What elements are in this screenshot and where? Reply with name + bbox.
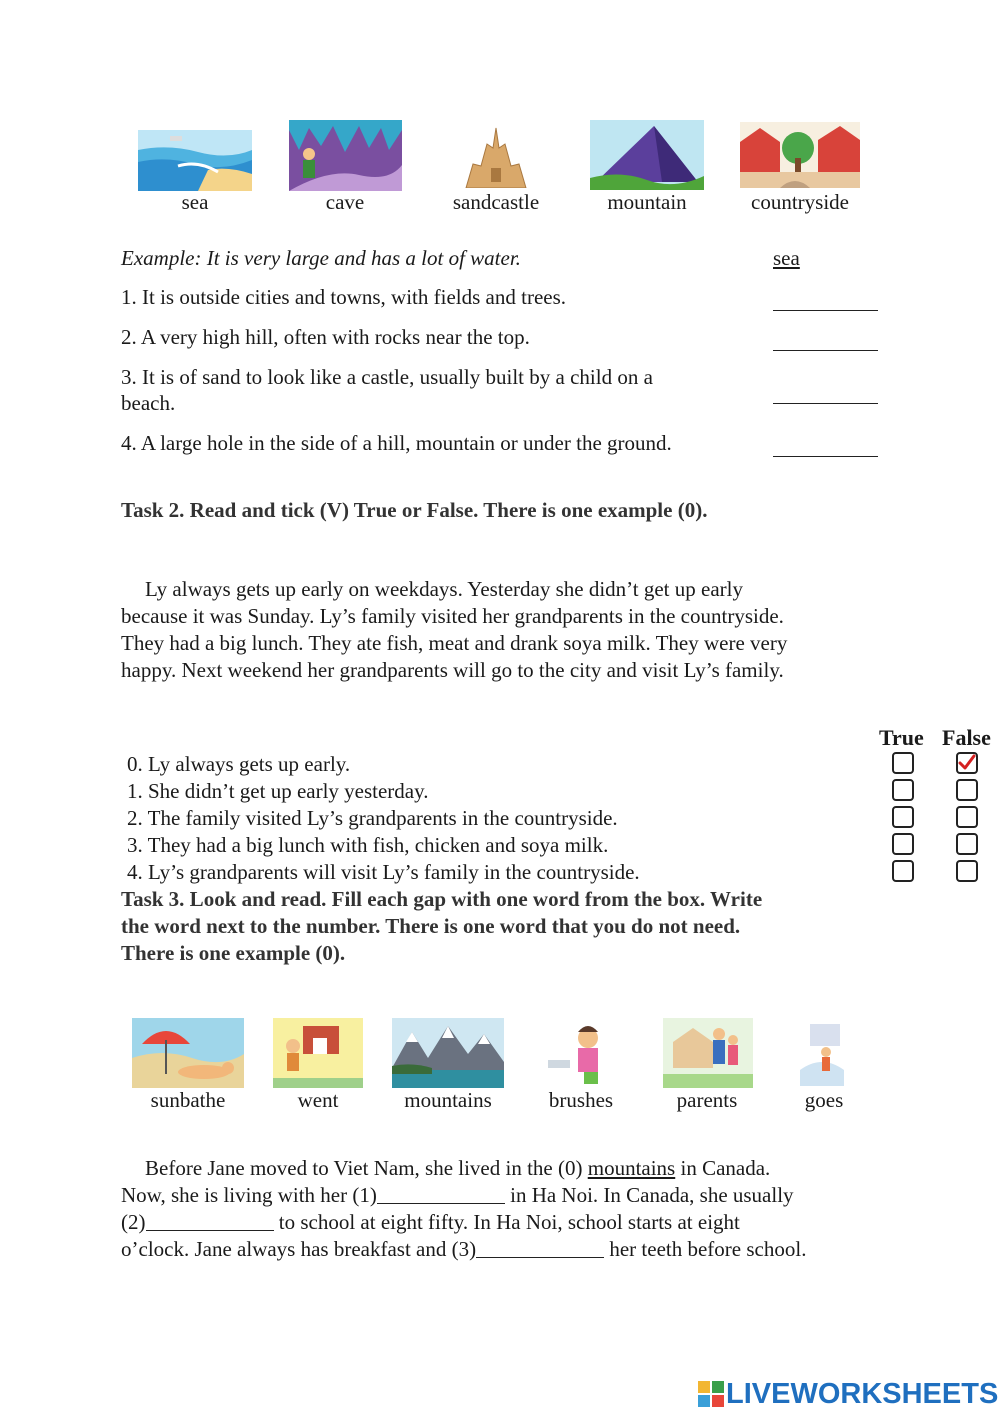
goes-label: goes — [804, 1088, 844, 1112]
false-header: False — [942, 725, 991, 750]
task2-passage-line1: Ly always gets up early on weekdays. Yesterday she didn’t get up early — [145, 577, 743, 601]
true-checkbox-4[interactable] — [892, 860, 914, 882]
task2-statement-1: 1. She didn’t get up early yesterday. — [127, 779, 429, 803]
true-checkbox-3[interactable] — [892, 833, 914, 855]
countryside-picture — [740, 122, 860, 188]
passage-text: in Ha Noi. In Canada, she usually — [504, 1183, 794, 1207]
went-picture — [273, 1018, 363, 1088]
cave-picture — [289, 120, 402, 191]
task3-title-line2: the word next to the number. There is one word that you do not need. — [121, 914, 741, 938]
task3-passage-line1 — [145, 1155, 770, 1182]
passage-text: Before Jane moved to Viet Nam, she lived in the (0) — [145, 1156, 588, 1180]
parents-picture — [663, 1018, 753, 1088]
liveworksheets-logo — [698, 1378, 998, 1410]
task2-passage-line3: They had a big lunch. They ate fish, meat and drank soya milk. They were very — [121, 631, 788, 655]
brushes-label: brushes — [548, 1088, 614, 1112]
liveworksheets-logo-icon — [698, 1381, 724, 1407]
task3-passage-line3 — [121, 1209, 740, 1236]
false-checkbox-4[interactable] — [956, 860, 978, 882]
task2-statement-0: 0. Ly always gets up early. — [127, 752, 351, 776]
sea-label: sea — [181, 190, 209, 214]
sea-picture — [138, 130, 252, 191]
mountains-picture — [392, 1018, 504, 1088]
false-checkbox-1[interactable] — [956, 779, 978, 801]
mountain-label: mountain — [607, 190, 687, 214]
task2-statement-3: 3. They had a big lunch with fish, chicken and soya milk. — [127, 833, 609, 857]
task1-question-4: 4. A large hole in the side of a hill, mountain or under the ground. — [121, 431, 672, 455]
task1-question-1: 1. It is outside cities and towns, with fields and trees. — [121, 285, 567, 309]
task3-title-line1: Task 3. Look and read. Fill each gap with one word from the box. Write — [121, 887, 763, 911]
passage-text: in Canada. — [675, 1156, 771, 1180]
false-checkbox-3[interactable] — [956, 833, 978, 855]
goes-picture — [796, 1020, 848, 1086]
task2-statement-4: 4. Ly’s grandparents will visit Ly’s family in the countryside. — [127, 860, 640, 884]
brushes-picture — [544, 1020, 614, 1086]
mountains-label: mountains — [404, 1088, 492, 1112]
task2-title: Task 2. Read and tick (V) True or False. There is one example (0). — [121, 498, 708, 522]
countryside-label: countryside — [751, 190, 849, 214]
task1-question-2: 2. A very high hill, often with rocks near the top. — [121, 325, 530, 349]
gap-2-input[interactable] — [146, 1211, 274, 1231]
task3-title-line3: There is one example (0). — [121, 941, 346, 965]
liveworksheets-logo-text: LIVEWORKSHEETS — [726, 1377, 999, 1410]
task1-example: Example: It is very large and has a lot of water. — [121, 246, 521, 270]
task1-question-3-line1: 3. It is of sand to look like a castle, usually built by a child on a — [121, 365, 653, 389]
parents-label: parents — [676, 1088, 738, 1112]
true-checkbox-0[interactable] — [892, 752, 914, 774]
sunbathe-picture — [132, 1018, 244, 1088]
passage-text: (2) — [121, 1210, 146, 1234]
true-checkbox-1[interactable] — [892, 779, 914, 801]
gap-3-input[interactable] — [476, 1238, 604, 1258]
task1-answer-3[interactable] — [773, 403, 878, 404]
task3-passage-line2 — [121, 1182, 794, 1209]
task3-passage-line4 — [121, 1236, 806, 1263]
sandcastle-picture — [461, 124, 531, 188]
true-header: True — [879, 725, 924, 750]
task1-answer-2[interactable] — [773, 350, 878, 351]
false-checkbox-0[interactable] — [956, 752, 978, 774]
sunbathe-label: sunbathe — [150, 1088, 226, 1112]
cave-label: cave — [325, 190, 365, 214]
sandcastle-label: sandcastle — [452, 190, 540, 214]
task1-question-3-line2: beach. — [121, 391, 176, 415]
passage-text: to school at eight fifty. In Ha Noi, school starts at eight — [273, 1210, 740, 1234]
passage-text: Now, she is living with her (1) — [121, 1183, 377, 1207]
task2-passage-line4: happy. Next weekend her grandparents will go to the city and visit Ly’s family. — [121, 658, 784, 682]
gap-1-input[interactable] — [377, 1184, 505, 1204]
false-checkbox-2[interactable] — [956, 806, 978, 828]
task1-answer-1[interactable] — [773, 310, 878, 311]
task1-example-answer: sea — [773, 246, 800, 270]
task2-statement-2: 2. The family visited Ly’s grandparents in the countryside. — [127, 806, 618, 830]
went-label: went — [297, 1088, 339, 1112]
checkmark-icon — [956, 752, 978, 774]
task2-passage-line2: because it was Sunday. Ly’s family visited her grandparents in the countryside. — [121, 604, 784, 628]
mountain-picture — [590, 120, 704, 190]
passage-text: her teeth before school. — [604, 1237, 807, 1261]
true-checkbox-2[interactable] — [892, 806, 914, 828]
example-answer: mountains — [587, 1156, 676, 1180]
passage-text: o’clock. Jane always has breakfast and (3) — [121, 1237, 477, 1261]
task1-answer-4[interactable] — [773, 456, 878, 457]
